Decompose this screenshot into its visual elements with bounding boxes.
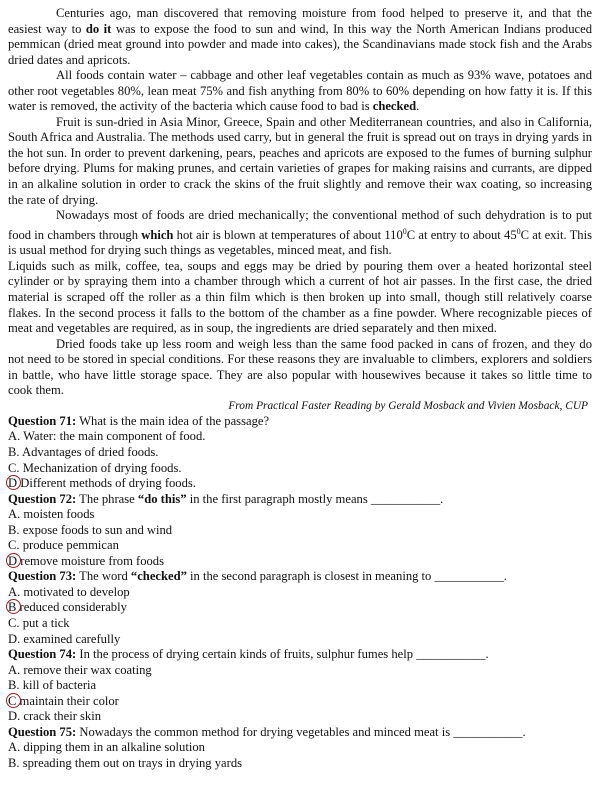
option: A. remove their wax coating [8, 662, 152, 677]
word-checked: checked [372, 99, 417, 114]
option: B. spreading them out on trays in drying yards [8, 755, 243, 770]
answer-circle-mark: D [8, 476, 18, 491]
question-stem: Question 71: What is the main idea of the passage? [8, 413, 270, 428]
question-stem: Question 72: The phrase “do this” in the first paragraph mostly means ___________. [8, 491, 444, 506]
option-selected: D remove moisture from foods [8, 553, 165, 568]
option: C. produce pemmican [8, 538, 119, 553]
answer-circle-mark: D [8, 553, 18, 568]
passage-paragraph-2: All foods contain water – cabbage and other leaf vegetables contain as much as 93% wave, potatoes and other root vegetables 80%, lean meat 75% and fish anything from 80% to 60% depending on how fatty it is. If this water is removed, the activity of the bacteria which cause food to bad is checked. [8, 68, 592, 114]
question-74 [8, 647, 592, 725]
passage-paragraph-6: Dried foods take up less room and weigh less than the same food packed in cans of frozen, and they do not need to be stored in special conditions. For these reasons they are invaluable to climbers, explorers and soldiers in battle, who have little storage space. They are also popular with housewives because it takes so little time to cook them. [8, 336, 592, 398]
question-72 [8, 492, 592, 570]
option: B. expose foods to sun and wind [8, 522, 173, 537]
option: B. kill of bacteria [8, 678, 97, 693]
option: A. moisten foods [8, 507, 95, 522]
option: C. Mechanization of drying foods. [8, 460, 182, 475]
question-75 [8, 725, 592, 772]
document-page [8, 6, 592, 771]
question-stem: Question 74: In the process of drying certain kinds of fruits, sulphur fumes help ___________. [8, 647, 489, 662]
passage-paragraph-1: Centuries ago, man discovered that removing moisture from food helped to preserve it, and that the easiest way to do it was to expose the food to sun and wind, In this way the North American Indians produced pemmican (dried meat ground into powder and made into cakes), the Scandinavians made stock fish and the Arabs dried dates and apricots. [8, 6, 592, 67]
option: A. Water: the main component of food. [8, 429, 206, 444]
passage-paragraph-3: Fruit is sun-dried in Asia Minor, Greece, Spain and other Mediterranean countries, and also in California, South Africa and Australia. The methods used carry, but in general the fruit is spread out on trays in drying yards in the hot sun. In order to prevent darkening, pears, peaches and apricots are exposed to the fumes of burning sulphur before drying. Plums for making prunes, and certain varieties of grapes for making raisins and currants, are dipped in an alkaline solution in order to crack the skins of the fruit slightly and remove their wax coating, so increasing the rate of drying. [8, 114, 592, 207]
word-which: which [141, 227, 174, 242]
option: D. examined carefully [8, 631, 121, 646]
question-73 [8, 569, 592, 647]
option: B. Advantages of dried foods. [8, 444, 159, 459]
answer-circle-mark: B [8, 600, 17, 615]
option: A. dipping them in an alkaline solution [8, 740, 205, 755]
passage-paragraph-5: Liquids such as milk, coffee, tea, soups and eggs may be dried by pouring them over a heated horizontal steel cylinder or by spraying them into a chamber through which a current of hot air passes. In the first case, the dried material is scraped off the roller as a thin film which is then broken up into small, though still relatively coarse flakes. In the second process it falls to the bottom of the chamber as a fine powder. Where recognizable pieces of meat and vegetables are required, as in soup, the ingredients are dried separately and then mixed. [8, 258, 592, 336]
phrase-do-it: do it [85, 21, 112, 36]
option: C. put a tick [8, 615, 70, 630]
answer-circle-mark: C [8, 693, 17, 708]
source-citation: From Practical Faster Reading by Gerald Mosback and Vivien Mosback, CUP [228, 399, 588, 412]
option: D. crack their skin [8, 709, 102, 724]
option: A. motivated to develop [8, 584, 130, 599]
question-stem: Question 75: Nowadays the common method for drying vegetables and minced meat is ___________. [8, 724, 526, 739]
passage-paragraph-4: Nowadays most of foods are dried mechanically; the conventional method of such dehydration is to put food in chambers through which hot air is blown at temperatures of about $110^0C$ at entry to about $45^0C$ at exit. This is usual method for drying such things as vegetables, minced meat, and fish. [8, 208, 592, 258]
option-selected: D Different methods of drying foods. [8, 476, 196, 491]
question-71 [8, 414, 592, 492]
option-selected: C maintain their color [8, 693, 119, 708]
option-selected: B reduced considerably [8, 600, 127, 615]
question-stem: Question 73: The word “checked” in the second paragraph is closest in meaning to ___________. [8, 569, 507, 584]
